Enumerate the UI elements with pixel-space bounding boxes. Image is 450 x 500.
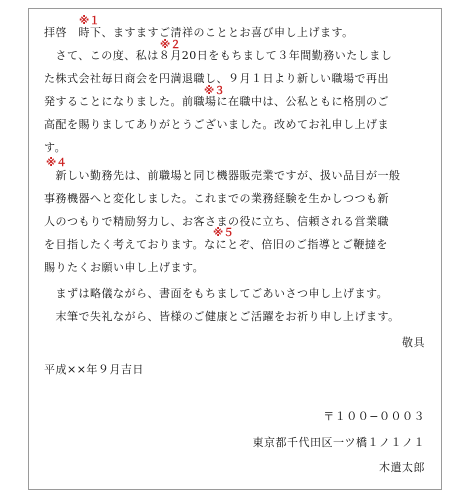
letter-line-11: 賜りたくお願い申し上げます。: [44, 261, 205, 274]
letter-line-8: 事務機器へと変化しました。これまでの業務経験を生かしつつも新: [44, 192, 389, 205]
letter-line-2: さて、この度、私は８月20日をもちまして３年間勤務いたしまし: [44, 49, 393, 62]
letter-line-10: を目指したく考えております。なにとぞ、倍旧のご指導とご鞭撻を: [44, 238, 388, 251]
postal-code: 〒１００−０００３: [323, 410, 425, 423]
letter-line-12: まずは略儀ながら、書面をもちましてごあいさつ申し上げます。: [44, 287, 389, 300]
sender-name: 木遣太郎: [379, 461, 425, 474]
annotation-marker-4: ※４: [46, 157, 67, 169]
letter-date: 平成××年９月吉日: [44, 363, 144, 376]
closing-word: 敬具: [402, 336, 425, 349]
letter-line-4: 発することになりました。前職場に在職中は、公私ともに格別のご: [44, 95, 389, 108]
letter-line-7: 新しい勤務先は、前職場と同じ機器販売業ですが、扱い品目が一般: [44, 169, 401, 182]
letter-line-1: 拝啓 時下、ますますご清祥のこととお喜び申し上げます。: [44, 26, 354, 39]
annotation-marker-1: ※１: [79, 15, 100, 27]
annotation-marker-3: ※３: [204, 85, 225, 97]
letter-line-13: 末筆で失礼ながら、皆様のご健康とご活躍をお祈り申し上げます。: [44, 310, 400, 323]
annotation-marker-2: ※２: [160, 39, 181, 51]
sender-address: 東京都千代田区一ツ橋１ノ１ノ１: [252, 436, 425, 449]
letter-line-6: す。: [44, 141, 67, 154]
letter-line-3: た株式会社毎日商会を円満退職し、９月１日より新しい職場で再出: [44, 72, 389, 85]
letter-page: [28, 8, 442, 490]
annotation-marker-5: ※５: [213, 227, 234, 239]
letter-line-9: 人のつもりで精励努力し、お客さまの役に立ち、信頼される営業職: [44, 215, 389, 228]
letter-line-5: 高配を賜りましてありがとうございました。改めてお礼申し上げま: [44, 118, 389, 131]
